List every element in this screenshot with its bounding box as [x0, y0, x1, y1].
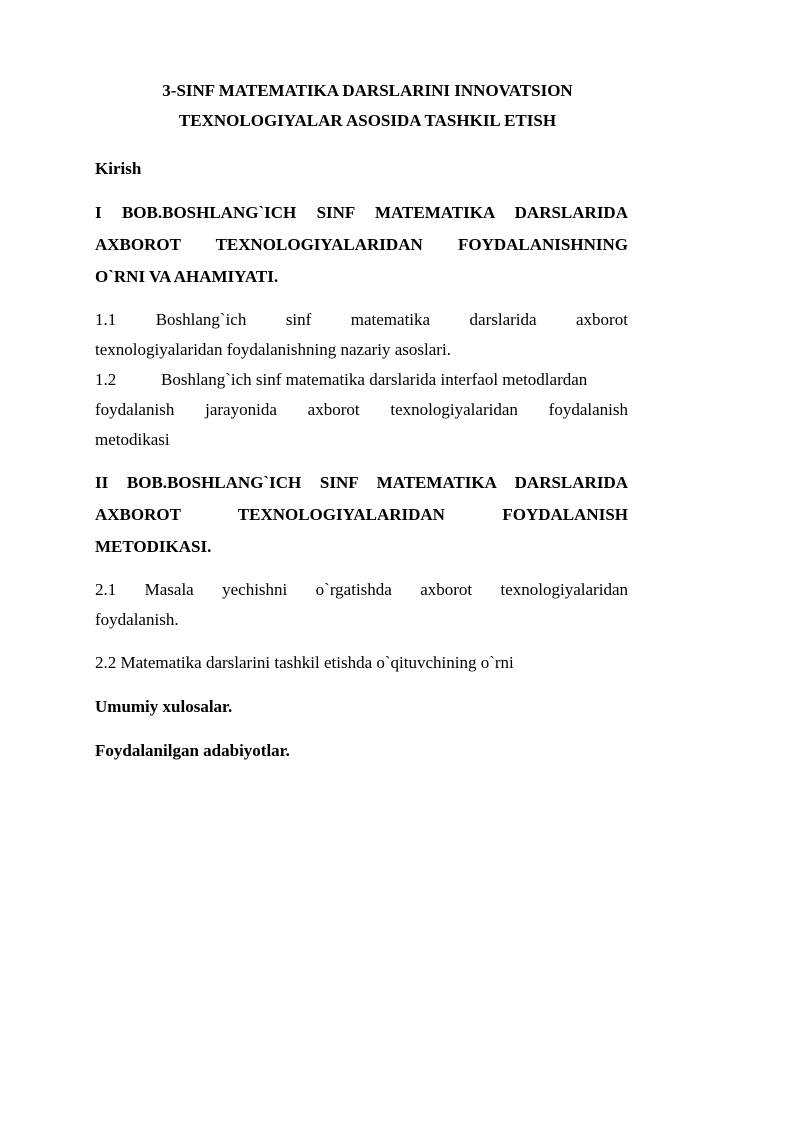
toc-item-1-1: [95, 305, 628, 365]
toc-item-2-1-line-2: foydalanish.: [95, 610, 179, 629]
toc-item-number: 1.2: [95, 370, 117, 389]
intro-heading: Kirish: [95, 159, 142, 178]
toc-item-word: matematika: [350, 310, 431, 329]
document-title: [95, 76, 628, 136]
toc-item-number: 1.1: [95, 310, 117, 329]
toc-item-1-2: [95, 365, 628, 455]
chapter-1-heading-line-2: AXBOROT TEXNOLOGIYALARIDAN FOYDALANISHNING: [95, 235, 628, 254]
toc-item-1-2-line-2: foydalanish jarayonida axborot texnologiyalaridan foydalanish: [95, 400, 628, 419]
toc-item-2-1-line-1: 2.1 Masala yechishni o`rgatishda axborot texnologiyalaridan: [95, 580, 628, 599]
chapter-1-heading-line-1: I BOB.BOSHLANG`ICH SINF MATEMATIKA DARSLARIDA: [95, 203, 628, 222]
chapter-1-heading-line-3: O`RNI VA AHAMIYATI.: [95, 267, 279, 286]
toc-item-1-2-line-3: metodikasi: [95, 430, 170, 449]
toc-item-word: darslarida: [469, 310, 537, 329]
chapter-2-heading: [95, 467, 628, 563]
toc-item-1-2-line-1: [95, 365, 628, 395]
chapter-2-heading-line-3: METODIKASI.: [95, 537, 212, 556]
conclusion-heading: Umumiy xulosalar.: [95, 697, 233, 716]
toc-item-1-2-title-start: Boshlang`ich sinf matematika darslarida interfaol metodlardan: [161, 370, 588, 389]
chapter-2-heading-line-1: II BOB.BOSHLANG`ICH SINF MATEMATIKA DARSLARIDA: [95, 473, 628, 492]
toc-item-word: Boshlang`ich: [155, 310, 247, 329]
chapter-2-heading-line-2: AXBOROT TEXNOLOGIYALARIDAN FOYDALANISH: [95, 505, 628, 524]
toc-item-2-1: [95, 575, 628, 635]
references-heading: Foydalanilgan adabiyotlar.: [95, 741, 290, 760]
toc-item-word: axborot: [576, 310, 628, 329]
toc-item-1-1-line-1: [95, 305, 628, 335]
toc-item-2-2: 2.2 Matematika darslarini tashkil etishda o`qituvchining o`rni: [95, 653, 514, 672]
toc-item-word: sinf: [285, 310, 312, 329]
chapter-1-heading: [95, 197, 628, 293]
title-line-2: TEXNOLOGIYALAR ASOSIDA TASHKIL ETISH: [178, 111, 557, 130]
title-line-1: 3-SINF MATEMATIKA DARSLARINI INNOVATSION: [162, 81, 573, 100]
toc-item-1-1-line-2: texnologiyalaridan foydalanishning nazariy asoslari.: [95, 340, 451, 359]
